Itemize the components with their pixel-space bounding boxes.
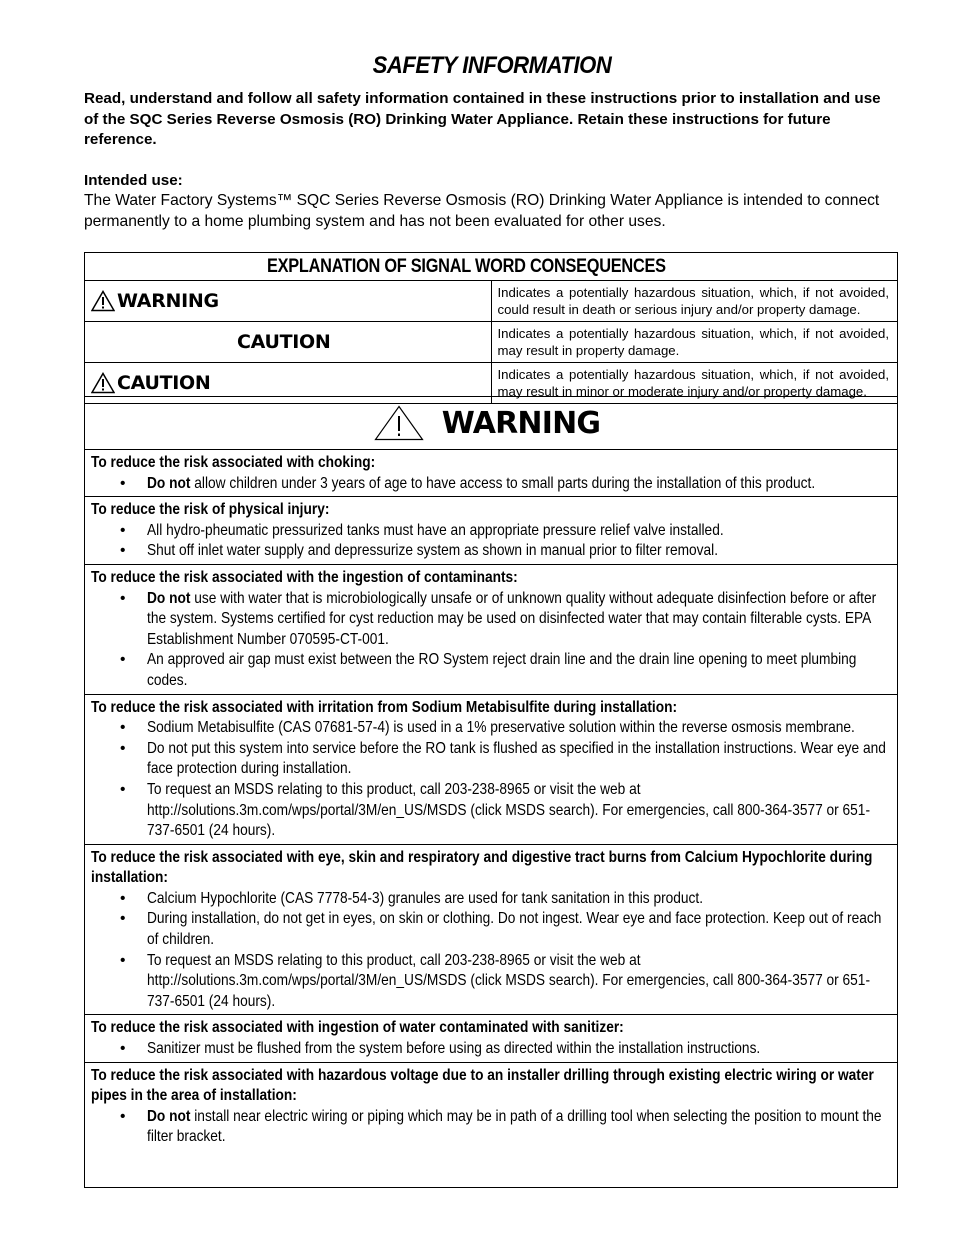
signal-word-cell xyxy=(85,281,492,322)
bullet-dot: • xyxy=(120,542,126,560)
bullet-dot: • xyxy=(120,1107,126,1125)
warning-sections xyxy=(85,450,897,1150)
signal-word-warning: WARNING xyxy=(117,290,219,312)
intended-use-text: The Water Factory Systems™ SQC Series Reverse Osmosis (RO) Drinking Water Appliance is intended to connect permanently to a home plumbing system and has not been evaluated for other uses. xyxy=(84,192,880,230)
warning-bullet: • To request an MSDS relating to this product, call 203-238-8965 or visit the web at http://solutions.3m.com/wps/portal/3M/en_US/MSDS (click MSDS search). For emergencies, call 800-364-3577 or 651-737-6501 (24 hours). xyxy=(120,951,871,1010)
signal-word-cell xyxy=(85,322,492,363)
warning-section-heading: To reduce the risk associated with choking: xyxy=(91,454,376,471)
warning-section-heading: To reduce the risk of physical injury: xyxy=(91,501,330,519)
warning-section xyxy=(85,695,897,845)
warning-bullet: • Sodium Metabisulfite (CAS 07681-57-4) is used in a 1% preservative solution within the reverse osmosis membrane. xyxy=(91,718,891,739)
signal-word-table xyxy=(84,252,898,404)
bullet-dot: • xyxy=(120,739,126,757)
warning-bullet: • During installation, do not get in eyes, on skin or clothing. Do not ingest. Wear eye and face protection. Keep out of reach of children. xyxy=(120,910,882,949)
bullet-dot: • xyxy=(120,474,126,492)
warning-bullet: • To request an MSDS relating to this product, call 203-238-8965 or visit the web at http://solutions.3m.com/wps/portal/3M/en_US/MSDS (click MSDS search). For emergencies, call 800-364-3577 or 651-737-6501 (24 hours). xyxy=(120,780,871,840)
warning-section xyxy=(85,1015,897,1062)
intended-use-label: Intended use: xyxy=(84,172,183,189)
warning-section xyxy=(85,565,897,695)
bullet-dot: • xyxy=(120,589,126,607)
signal-description: Indicates a potentially hazardous situation, which, if not avoided, could result in death or serious injury and/or property damage. xyxy=(491,281,898,322)
warning-section xyxy=(85,845,897,1016)
warning-heading-word: WARNING xyxy=(441,405,601,441)
warning-bullet: • An approved air gap must exist between the RO System reject drain line and the drain line opening to meet plumbing codes. xyxy=(120,651,857,689)
warning-section-heading: To reduce the risk associated with the ingestion of contaminants: xyxy=(91,568,518,586)
warning-bullet: • Calcium Hypochlorite (CAS 7778-54-3) granules are used for tank sanitation in this product. xyxy=(91,889,891,910)
alert-triangle-icon xyxy=(374,405,424,441)
warning-section xyxy=(85,1063,897,1150)
warning-bullet: • Do not put this system into service before the RO tank is flushed as specified in the installation instructions. Wear eye and face protection during installation. xyxy=(120,739,886,778)
warning-box xyxy=(84,396,898,1188)
warning-bullet: • Do not install near electric wiring or piping which may be in path of a drilling tool when selecting the position to mount the filter bracket. xyxy=(120,1107,882,1146)
signal-description: Indicates a potentially hazardous situation, which, if not avoided, may result in property damage. xyxy=(491,322,898,363)
bullet-dot: • xyxy=(120,521,126,539)
signal-description: Indicates a potentially hazardous situation, which, if not avoided, may result in minor or moderate injury and/or property damage. xyxy=(491,363,898,404)
alert-triangle-icon xyxy=(91,290,115,312)
warning-section-heading: To reduce the risk associated with ingestion of water contaminated with sanitizer: xyxy=(91,1019,624,1037)
warning-bullet: • Sanitizer must be flushed from the system before using as directed within the installation instructions. xyxy=(91,1039,891,1060)
warning-section-heading: To reduce the risk associated with irritation from Sodium Metabisulfite during installation: xyxy=(91,698,678,716)
page-title: SAFETY INFORMATION xyxy=(372,52,612,79)
bullet-dot: • xyxy=(120,951,126,969)
alert-triangle-icon xyxy=(91,372,115,394)
bullet-dot: • xyxy=(120,719,126,737)
bullet-dot: • xyxy=(120,1040,126,1058)
warning-box-heading xyxy=(85,397,897,450)
signal-table-heading: EXPLANATION OF SIGNAL WORD CONSEQUENCES xyxy=(85,253,898,281)
warning-bullet: • Shut off inlet water supply and depressurize system as shown in manual prior to filter removal. xyxy=(91,541,891,562)
signal-word-caution: CAUTION xyxy=(237,331,331,353)
intro-paragraph: Read, understand and follow all safety information contained in these instructions prior to installation and use of the SQC Series Reverse Osmosis (RO) Drinking Water Appliance. Retain these instructions for future reference. xyxy=(84,90,881,148)
warning-section xyxy=(85,497,897,565)
bullet-dot: • xyxy=(120,651,126,669)
warning-section xyxy=(85,450,897,497)
warning-bullet: • Do not allow children under 3 years of age to have access to small parts during the installation of this product. xyxy=(91,474,891,495)
warning-section-heading: To reduce the risk associated with hazardous voltage due to an installer drilling through existing electric wiring or water pipes in the area of installation: xyxy=(91,1066,874,1105)
warning-bullet: • All hydro-pheumatic pressurized tanks must have an appropriate pressure relief valve installed. xyxy=(91,521,891,542)
bullet-dot: • xyxy=(120,910,126,928)
warning-bullet: • Do not use with water that is microbiologically unsafe or of unknown quality without adequate disinfection before or after the system. Systems certified for cyst reduction may be used on disinfected water that may contain filterable cysts. EPA Establishment Number 070595-CT-001. xyxy=(120,589,877,648)
warning-section-heading: To reduce the risk associated with eye, skin and respiratory and digestive tract burns from Calcium Hypochlorite during installation: xyxy=(91,848,873,887)
bullet-dot: • xyxy=(120,780,126,798)
signal-word-caution: CAUTION xyxy=(117,372,211,394)
bullet-dot: • xyxy=(120,889,126,907)
